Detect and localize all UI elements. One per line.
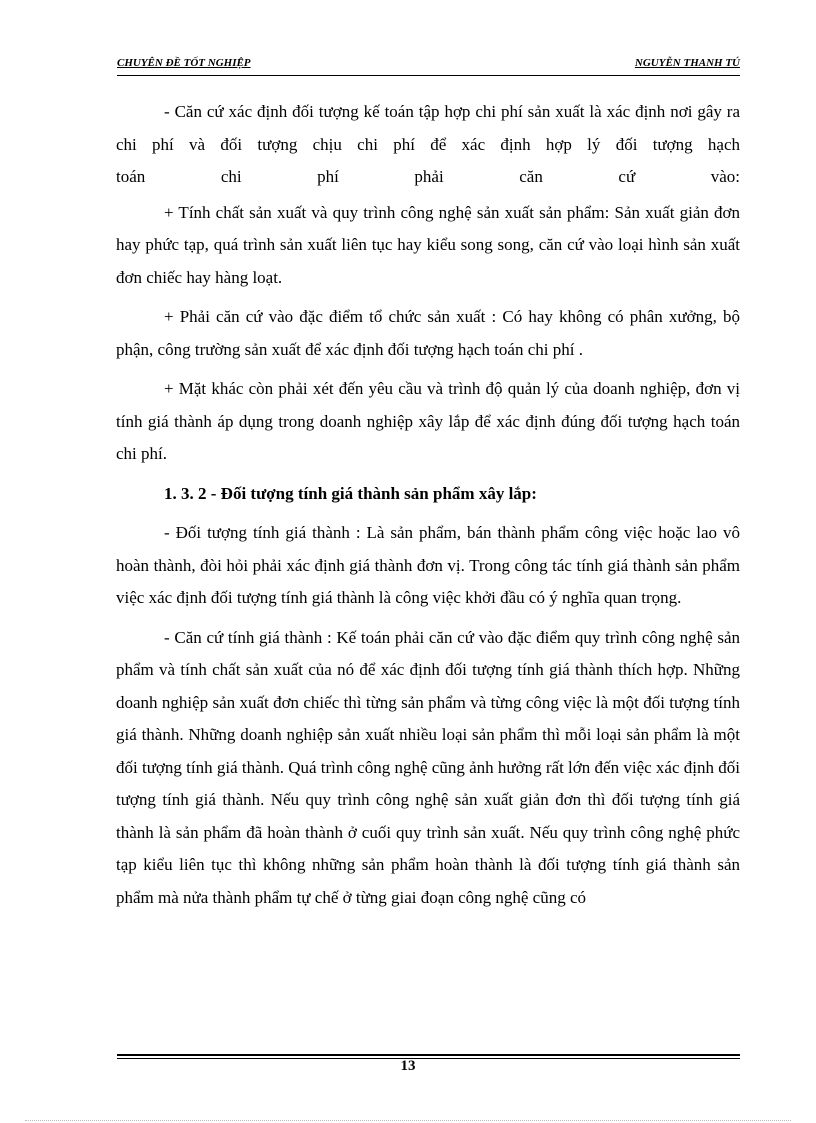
paragraph-4: + Mặt khác còn phải xét đến yêu cầu và trình độ quản lý của doanh nghiệp, đơn vị tính giá thành áp dụng trong doanh nghiệp xây lắp để xác định đúng đối tượng hạch toán chi phí. <box>116 379 740 463</box>
paragraph-2: + Tính chất sản xuất và quy trình công nghệ sản xuất sản phẩm: Sản xuất giản đơn hay phức tạp, quá trình sản xuất liên tục hay kiểu song song, căn cứ vào loại hình sản xuất đơn chiếc hay hàng loạt. <box>116 202 740 287</box>
paragraph-1b: toán chi phí phải căn cứ vào: <box>116 167 740 186</box>
footer-rule <box>117 1054 740 1056</box>
paragraph-6: - Căn cứ tính giá thành : Kế toán phải căn cứ vào đặc điểm quy trình công nghệ sản phẩm và tính chất sản xuất của nó để xác định đối tượng tính giá thành thích hợp. Những doanh nghiệp sản xuất đơn chiếc thì từng sản phẩm và từng công việc là một đối tượng tính giá thành. Những doanh nghiệp sản xuất nhiều loại sản phẩm thì mỗi loại sản phẩm là một đối tượng tính giá thành. Quá trình công nghệ cũng ảnh hưởng rất lớn đến việc xác định đối tượng tính giá thành. Nếu quy trình công nghệ sản xuất giản đơn thì đối tượng tính giá thành là sản phẩm đã hoàn thành ở cuối quy trình sản xuất. Nếu quy trình công nghệ phức tạp kiểu liên tục thì không những sản phẩm hoàn thành là đối tượng tính giá thành sản phẩm mà nửa thành phẩm tự chế ở từng giai đoạn công nghệ cũng có <box>116 627 740 907</box>
header-author: NGUYỄN THANH TÚ <box>634 57 740 69</box>
paragraph-3: + Phải căn cứ vào đặc điểm tổ chức sản xuất : Có hay không có phân xưởng, bộ phận, công trường sản xuất để xác định đối tượng hạch toán chi phí . <box>116 307 740 359</box>
paragraph-1a: - Căn cứ xác định đối tượng kế toán tập hợp chi phí sản xuất là xác định nơi gây ra chi phí và đối tượng chịu chi phí để xác định hợp lý đối tượng hạch <box>116 102 740 154</box>
header-title: CHUYÊN ĐỀ TỐT NGHIỆP <box>117 57 251 69</box>
document-body <box>116 96 740 921</box>
page-header <box>117 55 740 76</box>
section-heading: 1. 3. 2 - Đối tượng tính giá thành sản phẩm xây lắp: <box>164 483 537 503</box>
page-bottom-border <box>25 1120 791 1121</box>
page-number: 13 <box>400 1058 416 1074</box>
paragraph-5: - Đối tượng tính giá thành : Là sản phẩm, bán thành phẩm công việc hoặc lao vô hoàn thành, đòi hỏi phải xác định giá thành đơn vị. Trong công tác tính giá thành sản phẩm việc xác định đối tượng tính giá thành là công việc khởi đầu có ý nghĩa quan trọng. <box>116 523 740 607</box>
